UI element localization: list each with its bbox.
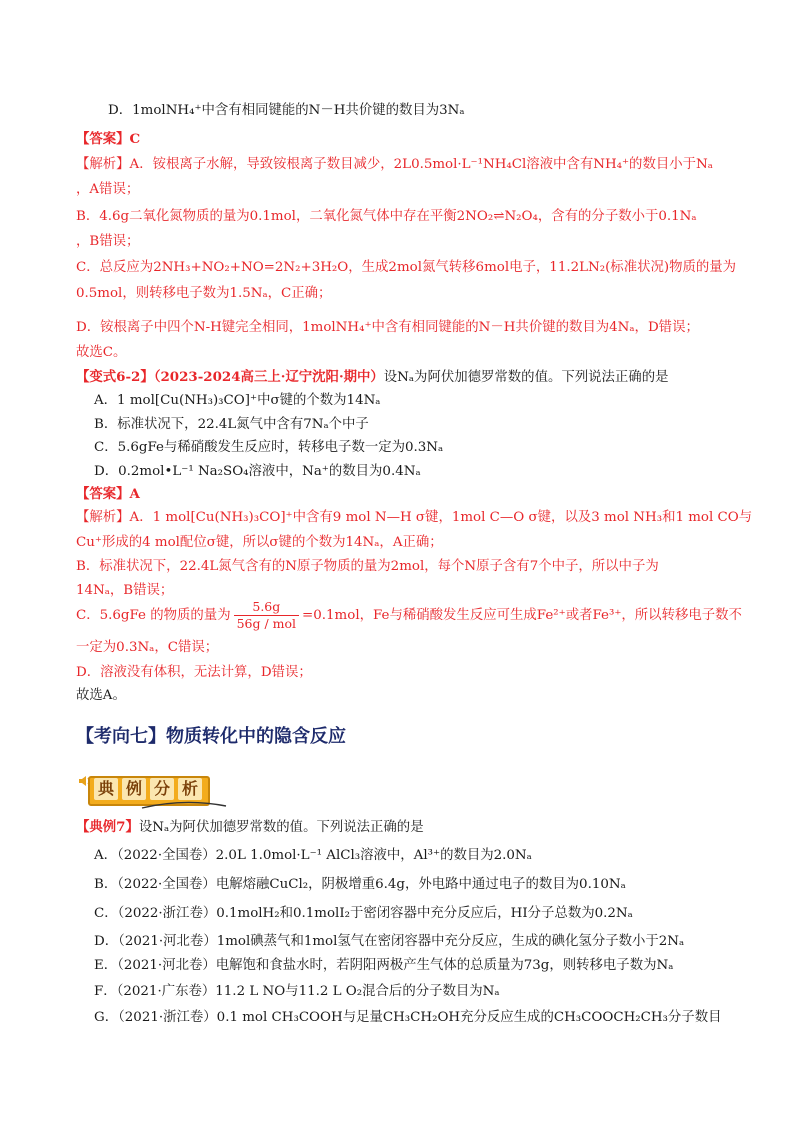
variant-option-b: B．标准状况下，22.4L氮气中含有7Nₐ个中子 [94,417,369,432]
badge-char-2: 例 [122,778,146,800]
explanation-1-a-line1: 【解析】A．铵根离子水解，导致铵根离子数目减少，2L0.5mol·L⁻¹NH₄Cl溶液中含有NH₄⁺的数目小于Nₐ [76,157,713,172]
explanation-2-c-prefix: C．5.6gFe 的物质的量为 [76,608,231,623]
explanation-1-c-line2: 0.5mol，则转移电子数为1.5Nₐ，C正确； [76,286,332,301]
example-option-g: G．（2021·浙江卷）0.1 mol CH₃COOH与足量CH₃CH₂OH充分反应生成的CH₃COOCH₂CH₃分子数目 [94,1010,722,1025]
explanation-2-a-line1: 【解析】A．1 mol[Cu(NH₃)₃CO]⁺中含有9 mol N—H σ键，1mol C—O σ键，以及3 mol NH₃和1 mol CO与 [76,510,753,525]
badge-char-1: 典 [94,778,118,800]
typical-example-badge [78,770,228,810]
explanation-2-c-suffix: =0.1mol，Fe与稀硝酸发生反应可生成Fe²⁺或者Fe³⁺，所以转移电子数不 [302,608,742,623]
badge-char-3: 分 [150,778,174,800]
explanation-1-c-line1: C．总反应为2NH₃+NO₂+NO=2N₂+3H₂O，生成2mol氮气转移6mol电子，11.2LN₂(标准状况)物质的量为 [76,260,737,275]
explanation-1-conclusion: 故选C。 [76,345,127,360]
explanation-2-b-line2: 14Nₐ，B错误； [76,583,174,598]
fraction-denominator: 56g / mol [236,616,297,631]
variant-question: 设Nₐ为阿伏加德罗常数的值。下列说法正确的是 [383,370,669,385]
example-option-a: A．（2022·全国卷）2.0L 1.0mol·L⁻¹ AlCl₃溶液中，Al³⁺的数目为2.0Nₐ [94,848,532,863]
variant-source: （2023-2024高三上·辽宁沈阳·期中） [153,369,384,385]
explanation-2-d: D．溶液没有体积，无法计算，D错误； [76,665,312,680]
badge-char-4: 析 [178,778,202,800]
variant-title [76,367,726,388]
example-option-b: B．（2022·全国卷）电解熔融CuCl₂，阴极增重6.4g，外电路中通过电子的数目为0.10Nₐ [94,877,626,892]
example-question: 设Nₐ为阿伏加德罗常数的值。下列说法正确的是 [138,820,424,835]
option-d-line: D．1molNH₄⁺中含有相同键能的N－H共价键的数目为3Nₐ [108,103,465,118]
explanation-2-b-line1: B．标准状况下，22.4L氮气含有的N原子物质的量为2mol，每个N原子含有7个中子，所以中子为 [76,559,659,574]
fraction-numerator: 5.6g [234,599,299,616]
explanation-2-c-line2: 一定为0.3Nₐ，C错误； [76,640,219,655]
variant-option-a: A．1 mol[Cu(NH₃)₃CO]⁺中σ键的个数为14Nₐ [94,393,381,408]
example-title [76,817,726,838]
example-option-d: D．（2021·河北卷）1mol碘蒸气和1mol氢气在密闭容器中充分反应，生成的碘化氢分子数小于2Nₐ [94,934,685,949]
variant-option-c: C．5.6gFe与稀硝酸发生反应时，转移电子数一定为0.3Nₐ [94,440,444,455]
variant-option-d: D．0.2mol•L⁻¹ Na₂SO₄溶液中，Na⁺的数目为0.4Nₐ [94,464,421,479]
explanation-1-d: D．铵根离子中四个N-H键完全相同，1molNH₄⁺中含有相同键能的N－H共价键的数目为4Nₐ，D错误； [76,320,699,335]
section-heading: 【考向七】物质转化中的隐含反应 [76,726,346,747]
answer-2 [76,484,726,505]
example-option-e: E．（2021·河北卷）电解饱和食盐水时，若阴阳两极产生气体的总质量为73g，则转移电子数为Nₐ [94,958,674,973]
explanation-2-c-line1 [76,598,742,634]
explanation-2-conclusion: 故选A。 [76,688,126,703]
explanation-1-a-line2: ，A错误； [76,182,140,197]
explanation-1-b-line1: B．4.6g二氧化氮物质的量为0.1mol，二氧化氮气体中存在平衡2NO₂⇌N₂O₄，含有的分子数小于0.1Nₐ [76,209,697,224]
badge-swoosh-decoration [140,800,228,810]
answer-1-text: 【答案】C [76,131,141,147]
example-tag: 【典例7】 [76,819,139,835]
example-option-c: C．（2022·浙江卷）0.1molH₂和0.1molI₂于密闭容器中充分反应后，HI分子总数为0.2Nₐ [94,906,633,921]
explanation-1-b-line2: ，B错误； [76,234,140,249]
mass-over-molar-fraction [234,599,299,632]
example-option-f: F．（2021·广东卷）11.2 L NO与11.2 L O₂混合后的分子数目为Nₐ [94,984,500,999]
explanation-2-a-line2: Cu⁺形成的4 mol配位σ键，所以σ键的个数为14Nₐ，A正确； [76,535,443,550]
variant-tag: 【变式6-2】 [76,369,154,385]
answer-1 [76,129,726,150]
answer-2-text: 【答案】A [76,486,140,502]
